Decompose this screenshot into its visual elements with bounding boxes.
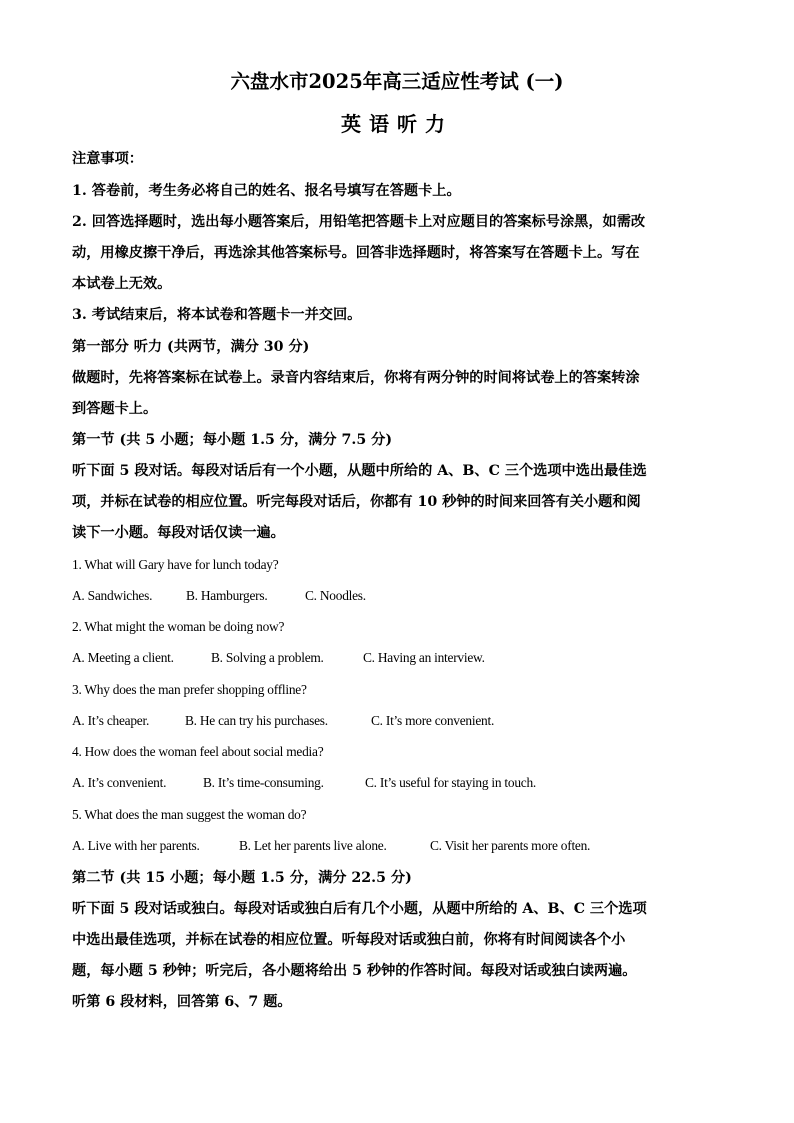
- option-c: C. It’s more convenient.: [371, 713, 495, 728]
- section2-intro-line-2: 中选出最佳选项，并标在试卷的相应位置。听每段对话或独白前，你将有时间阅读各个小: [72, 932, 626, 948]
- notice-item-1: 1. 答卷前，考生务必将自己的姓名、报名号填写在答题卡上。: [72, 183, 461, 199]
- option-a: A. Live with her parents.: [72, 838, 200, 853]
- option-c: C. Visit her parents more often.: [430, 838, 591, 853]
- option-a: A. Sandwiches.: [72, 588, 153, 603]
- option-b: B. Solving a problem.: [211, 650, 324, 665]
- question-stem: 4. How does the woman feel about social media?: [72, 744, 324, 759]
- section2-instruction: 听第 6 段材料，回答第 6、7 题。: [72, 994, 292, 1010]
- option-c: C. Having an interview.: [363, 650, 485, 665]
- section1-intro-line-2: 项，并标在试卷的相应位置。听完每段对话后，你都有 10 秒钟的时间来回答有关小题和阅: [72, 494, 641, 510]
- question-stem: 3. Why does the man prefer shopping offline?: [72, 682, 307, 697]
- section1-intro-line-3: 读下一小题。每段对话仅读一遍。: [72, 525, 285, 541]
- part1-intro-line-1: 做题时，先将答案标在试卷上。录音内容结束后，你将有两分钟的时间将试卷上的答案转涂: [72, 370, 640, 386]
- section2-intro-line-3: 题，每小题 5 秒钟；听完后，各小题将给出 5 秒钟的作答时间。每段对话或独白读两遍。: [72, 963, 637, 979]
- question-stem: 2. What might the woman be doing now?: [72, 619, 285, 634]
- notice-item-2-line-3: 本试卷上无效。: [72, 276, 172, 292]
- page-subtitle: 英语听力: [341, 112, 453, 136]
- question-stem: 5. What does the man suggest the woman do?: [72, 807, 307, 822]
- option-b: B. He can try his purchases.: [185, 713, 328, 728]
- option-b: B. It’s time-consuming.: [203, 775, 324, 790]
- option-c: C. It’s useful for staying in touch.: [365, 775, 537, 790]
- option-a: A. It’s convenient.: [72, 775, 167, 790]
- page-title: 六盘水市2025年高三适应性考试 (一): [230, 70, 564, 93]
- question-options: [72, 773, 724, 793]
- section2-intro-line-1: 听下面 5 段对话或独白。每段对话或独白后有几个小题，从题中所给的 A、B、C 三个选项: [72, 901, 647, 917]
- option-b: B. Let her parents live alone.: [239, 838, 387, 853]
- part1-heading: 第一部分 听力 (共两节，满分 30 分): [72, 339, 310, 355]
- question-options: [72, 836, 724, 856]
- notice-item-2-line-2: 动，用橡皮擦干净后，再选涂其他答案标号。回答非选择题时，将答案写在答题卡上。写在: [72, 245, 640, 261]
- option-a: A. It’s cheaper.: [72, 713, 150, 728]
- option-a: A. Meeting a client.: [72, 650, 174, 665]
- part1-intro-line-2: 到答题卡上。: [72, 401, 158, 417]
- section1-heading: 第一节 (共 5 小题；每小题 1.5 分，满分 7.5 分): [72, 432, 393, 448]
- section1-intro-line-1: 听下面 5 段对话。每段对话后有一个小题，从题中所给的 A、B、C 三个选项中选出最佳选: [72, 463, 647, 479]
- question-options: [72, 711, 724, 731]
- notice-item-3: 3. 考试结束后，将本试卷和答题卡一并交回。: [72, 307, 362, 323]
- notice-item-2-line-1: 2. 回答选择题时，选出每小题答案后，用铅笔把答题卡上对应题目的答案标号涂黑，如需改: [72, 214, 646, 230]
- notice-heading: 注意事项：: [72, 151, 143, 167]
- section2-heading: 第二节 (共 15 小题；每小题 1.5 分，满分 22.5 分): [72, 870, 412, 886]
- option-c: C. Noodles.: [305, 588, 366, 603]
- question-stem: 1. What will Gary have for lunch today?: [72, 557, 279, 572]
- question-options: [72, 586, 724, 606]
- question-options: [72, 648, 724, 668]
- option-b: B. Hamburgers.: [186, 588, 268, 603]
